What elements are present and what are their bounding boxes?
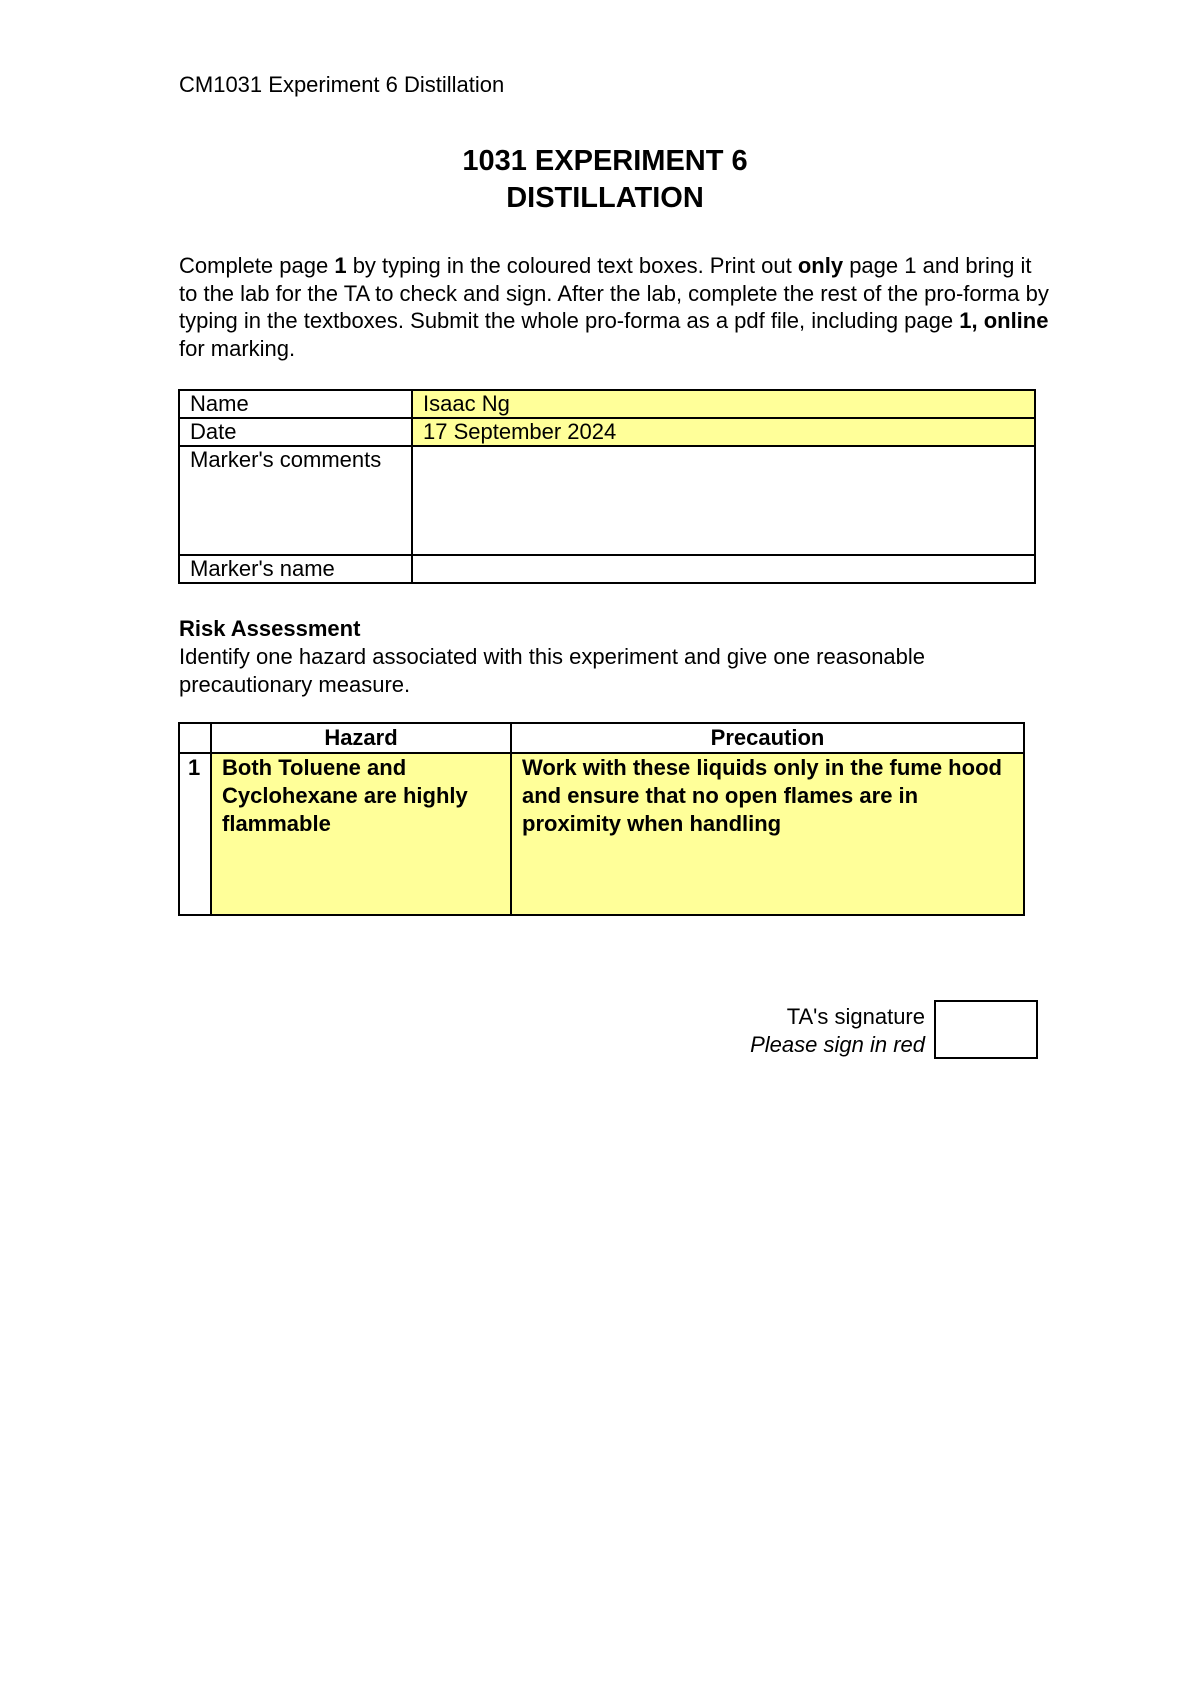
signature-box[interactable] <box>934 1000 1038 1059</box>
signature-label: TA's signature <box>786 1004 925 1029</box>
signature-note: Please sign in red <box>750 1032 925 1057</box>
risk-assessment-heading: Risk Assessment <box>179 616 361 641</box>
intro-bold-3: 1, online <box>959 308 1049 333</box>
page-title <box>0 143 1200 217</box>
comments-field[interactable] <box>412 446 1035 555</box>
header-hazard: Hazard <box>211 723 511 753</box>
date-label: Date <box>179 418 412 446</box>
name-row <box>179 390 1035 418</box>
intro-text-2: by typing in the coloured text boxes. Print out <box>346 253 798 278</box>
running-header: CM1031 Experiment 6 Distillation <box>179 72 505 97</box>
name-label: Name <box>179 390 412 418</box>
name-field[interactable]: Isaac Ng <box>412 390 1035 418</box>
intro-paragraph <box>179 252 1049 362</box>
header-precaution: Precaution <box>511 723 1024 753</box>
hazard-table <box>178 722 1025 916</box>
intro-bold-2: only <box>797 253 844 278</box>
comments-label: Marker's comments <box>179 446 412 555</box>
precaution-field[interactable]: Work with these liquids only in the fume hood and ensure that no open flames are in proximity when handling <box>511 753 1024 915</box>
intro-bold-1: 1 <box>334 253 347 278</box>
risk-instructions: Identify one hazard associated with this experiment and give one reasonable precautionary measure. <box>179 644 926 697</box>
title-line-1: 1031 EXPERIMENT 6 <box>462 145 748 177</box>
intro-text-1: Complete page <box>179 253 335 278</box>
header-number-cell <box>179 723 211 753</box>
hazard-field[interactable]: Both Toluene and Cyclohexane are highly flammable <box>211 753 511 915</box>
date-row <box>179 418 1035 446</box>
marker-name-field[interactable] <box>412 555 1035 583</box>
hazard-row <box>179 753 1024 915</box>
comments-row <box>179 446 1035 555</box>
intro-text-3: page 1 and bring it to the lab for the TA to check and sign. After the lab, complete the rest of the pro-forma by typing in the textboxes. Submit the whole pro-forma as a pdf file, including page <box>179 253 1049 333</box>
intro-text-4: for marking. <box>179 335 296 361</box>
date-field[interactable]: 17 September 2024 <box>412 418 1035 446</box>
marker-name-label: Marker's name <box>179 555 412 583</box>
student-info-table <box>178 389 1036 584</box>
title-line-2: DISTILLATION <box>506 182 704 214</box>
hazard-row-number: 1 <box>179 753 211 915</box>
marker-name-row <box>179 555 1035 583</box>
signature-label-block <box>750 1003 925 1059</box>
hazard-table-header <box>179 723 1024 753</box>
